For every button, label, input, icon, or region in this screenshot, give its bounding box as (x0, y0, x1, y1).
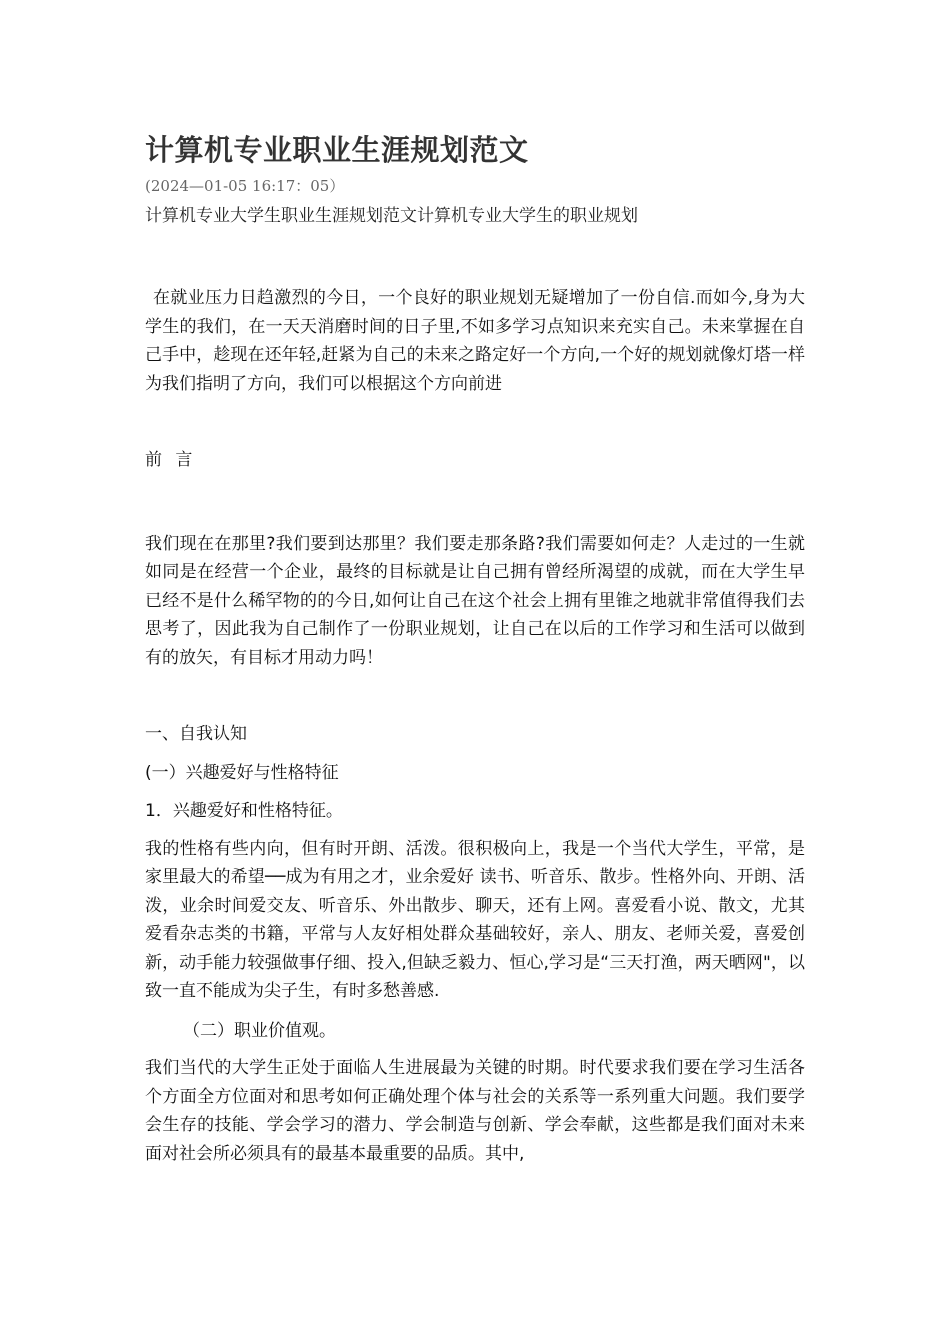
career-values-paragraph: 我们当代的大学生正处于面临人生进展最为关键的时期。时代要求我们要在学习生活各个方面全方位面对和思考如何正确处理个体与社会的关系等一系列重大问题。我们要学会生存的技能、学会学习的潜力、学会制造与创新、学会奉献，这些都是我们面对未来面对社会所必须具有的最基本最重要的品质。其中, (145, 1058, 805, 1164)
preface-heading: 前 言 (145, 450, 197, 470)
subsection-heading-career-values: （二）职业价值观。 (183, 1020, 336, 1041)
preface-paragraph: 我们现在在那里?我们要到达那里？我们要走那条路?我们需要如何走？人走过的一生就如同是在经营一个企业，最终的目标就是让自己拥有曾经所渴望的成就，而在大学生早已经不是什么稀罕物的的今日,如何让自己在这个社会上拥有里锥之地就非常值得我们去思考了，因此我为自己制作了一份职业规划，让自己在以后的工作学习和生活可以做到有的放矢，有目标才用动力吗！ (145, 533, 805, 668)
document-page (145, 130, 805, 1168)
document-title: 计算机专业职业生涯规划范文 (145, 133, 529, 167)
personality-paragraph: 我的性格有些内向，但有时开朗、活泼。很积极向上，我是一个当代大学生，平常，是家里最大的希望──成为有用之才，业余爱好 读书、听音乐、散步。性格外向、开朗、活泼，业余时间爱交友、听音乐、外出散步、聊天，还有上网。喜爱看小说、散文，尤其爱看杂志类的书籍，平常与人友好相处群众基础较好，亲人、朋友、老师关爱，喜爱创新，动手能力较强做事仔细、投入,但缺乏毅力、恒心,学习是“三天打渔，两天晒网"，以致一直不能成为尖子生，有时多愁善感. (145, 838, 805, 1001)
document-subtitle: 计算机专业大学生职业生涯规划范文计算机专业大学生的职业规划 (145, 206, 638, 226)
section-heading-self-awareness: 一、自我认知 (145, 724, 247, 744)
document-date: (2024—01-05 16:17：05） (145, 177, 345, 195)
item-heading-interests: 1．兴趣爱好和性格特征。 (145, 801, 343, 821)
intro-paragraph: 在就业压力日趋激烈的今日，一个良好的职业规划无疑增加了一份自信.而如今,身为大学生的我们，在一天天消磨时间的日子里,不如多学习点知识来充实自己。未来掌握在自己手中，趁现在还年轻,赶紧为自己的未来之路定好一个方向,一个好的规划就像灯塔一样为我们指明了方向，我们可以根据这个方向前进 (145, 288, 805, 394)
subsection-heading-interests: (一）兴趣爱好与性格特征 (145, 762, 339, 783)
